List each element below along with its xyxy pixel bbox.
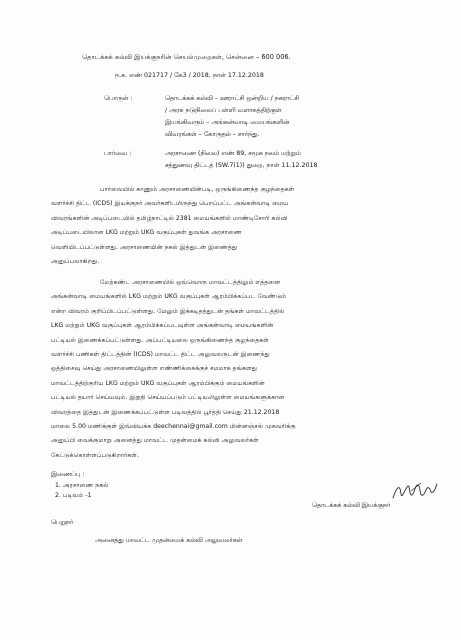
reference-label: பார்வை : (104, 150, 132, 157)
paragraph-line: அங்கன்வாடி மையங்களில் LKG மற்றும் UKG வகுப்புகள் ஆரம்பிக்கப்பட வேண்டும் (51, 293, 287, 301)
signatory-designation: தொடக்கக் கல்வி இயக்குநர் (312, 502, 391, 509)
paragraph-line: அடிப்படையிலான LKG மற்றும் UKG வகுப்புகள் துவங்க அரசாணை (51, 229, 242, 237)
office-heading: தொடக்கக் கல்வி இயக்குநரின் செயல்முறைகள், சென்னை – 600 006. (82, 53, 291, 61)
reference-number: ந.க. எண் 021717 / கே3 / 2018, நாள் 17.12.2018 (115, 72, 264, 79)
body-paragraph-2 (51, 276, 421, 463)
paragraph-line: பட்டியல் இணைக்கப்பட்டுள்ளது. அப்பட்டியலை ஒருங்கிணைந்த குழந்தைகள் (51, 336, 269, 344)
paragraph-line: என்ற விவரம் குறிப்பிடப்பட்டுள்ளது. மேலும் இக்கடிதத்துடன் தங்கள் மாவட்டத்தில் (51, 307, 285, 315)
subject-line: தொடக்கக் கல்வி – ஊராட்சி ஒன்றிய / நகராட்சி (165, 95, 300, 102)
enclosure-list (55, 481, 108, 501)
paragraph-line: வெளியிடப்பட்டுள்ளது. அரசாணையின் நகல் இத்துடன் இணைத்து (51, 243, 238, 251)
subject-line: இயங்கிவரும் – அங்கன்வாடி மையங்களின் (165, 119, 290, 126)
paragraph-line: விவரங்களின் அடிப்படையில் தமிழ்நாட்டில் 2381 மையங்களில் மாண்டிசோரி கல்வி (51, 214, 288, 222)
paragraph-line: அனுப்பி வைக்குமாறு அனைத்து மாவட்ட முதன்மைக் கல்வி அலுவலர்கள் (51, 437, 259, 445)
paragraph-line: ஒத்திசைவு செய்து அரசாணையிலுள்ள எண்ணிக்கைக்குச் சமமாக தங்களது (51, 365, 258, 373)
paragraph-line: பட்டியல் தயார் செய்யவும். இறுதி செய்யப்படும் பட்டியலிலுள்ள மையங்களுக்கான (51, 394, 285, 402)
subject-line: விவரங்கள் – கோருதல் – சார்ந்து. (165, 131, 260, 138)
enclosure-item: 1. அரசாணை நகல் (55, 482, 109, 489)
paragraph-line: விவரத்தை இத்துடன் இணைக்கப்பட்டுள்ள படிவத்தில் பூர்த்தி செய்து 21.12.2018 (51, 408, 280, 416)
reference-line: அரசாணை (நிலை) எண் 89, சமூக நலம் மற்றும் (165, 150, 301, 157)
paragraph-line: LKG மற்றும் UKG வகுப்புகள் ஆரம்பிக்கப்படவுள்ள அங்கன்வாடி மையங்களின் (51, 322, 274, 330)
paragraph-line: கேட்டுக்கொள்ளப்படுகிறார்கள். (51, 451, 139, 459)
subject-line: / அரசு நடுநிலைப் பள்ளி வளாகத்திற்குள் (165, 107, 282, 114)
paragraph-line: வளர்ச்சி பணிகள் திட்டத்தின் (ICDS) மாவட்ட திட்ட அலுவலருடன் இணைந்து (51, 351, 270, 359)
paragraph-line: அனுப்பலாகிறது. (51, 258, 100, 266)
enclosure-label: இணைப்பு : (51, 471, 85, 478)
subject-label: பொருள் : (104, 95, 133, 102)
enclosure-item: 2. படிவம் -1 (55, 492, 92, 499)
reference-line: சத்துணவு திட்டத் (SW.7(1)) துறை, நாள் 11.12.2018 (165, 162, 318, 169)
paragraph-line: வளர்ச்சி திட்ட (ICDS) இயக்குநர் அவர்களிடமிருந்து பெறப்பட்ட அங்கன்வாடி மைய (51, 200, 289, 208)
paragraph-line: மேற்கண்ட அரசாணையில் ஒவ்வொரு மாவட்டத்திலும் எத்தனை (100, 279, 281, 286)
paragraph-line: பார்வையில் காணும் அரசாணையின்படி, ஒருங்கிணைந்த குழந்தைகள் (100, 186, 295, 193)
body-paragraph-1 (51, 183, 421, 269)
paragraph-line: மாவட்டத்திற்குரிய LKG மற்றும் UKG வகுப்புகள் ஆரம்பிக்கும் மையங்களின் (51, 379, 265, 387)
paragraph-line: மாலை 5.00 மணிக்குள் இவ்வியக்க deechennai@gmail.com மின்னஞ்சல் முகவரிக்கு (51, 423, 296, 431)
recipient-name: அனைத்து மாவட்ட முதன்மைக் கல்வி அலுவலர்கள் (95, 537, 243, 544)
recipient-label: பெறுநர் (51, 519, 74, 526)
handwritten-signature (391, 480, 439, 502)
